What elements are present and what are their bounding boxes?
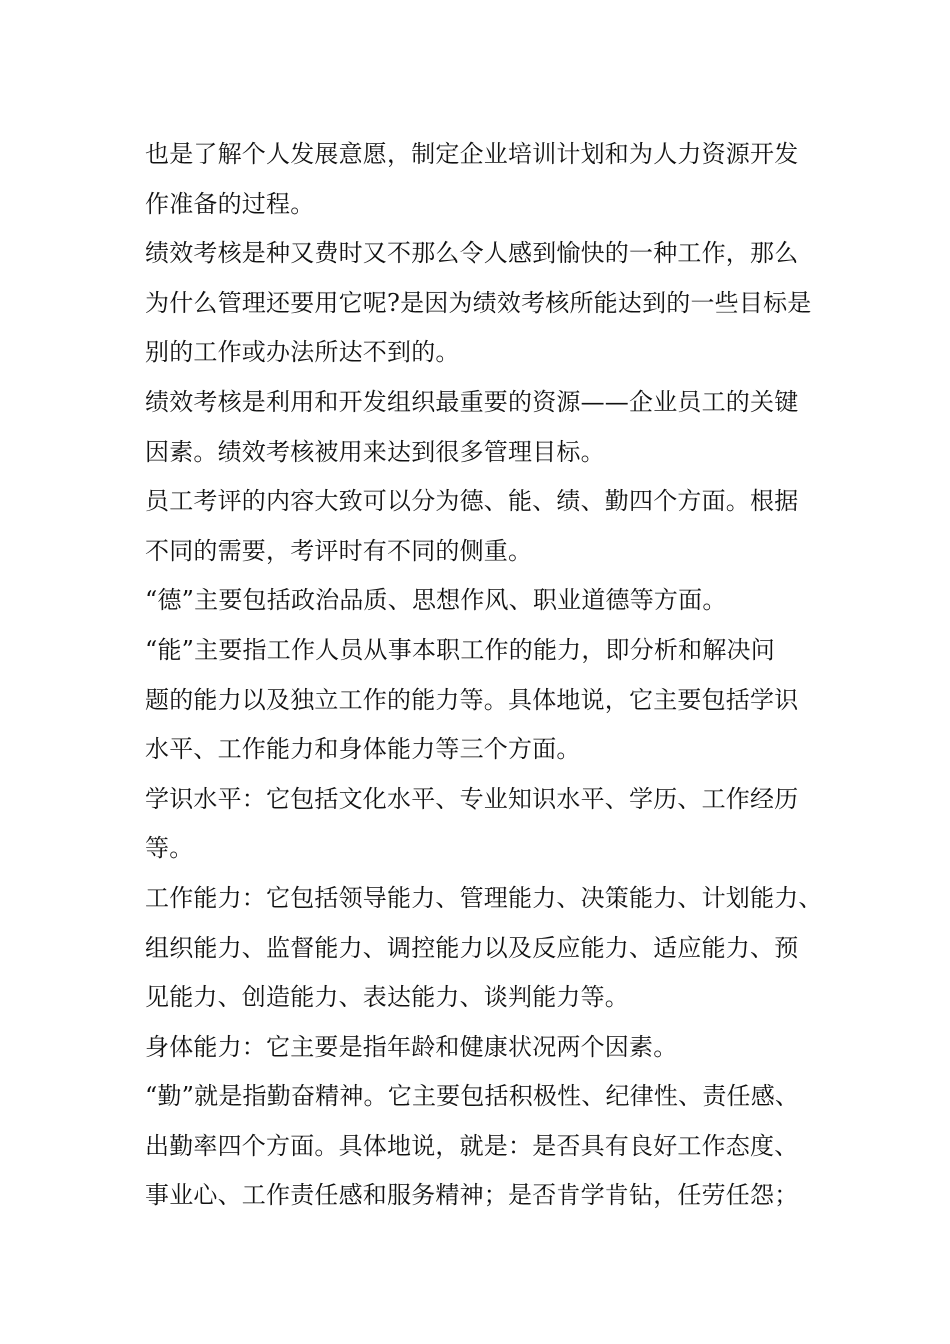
text-line: 题的能力以及独立工作的能力等。具体地说，它主要包括学识 — [145, 685, 799, 714]
text-line: 水平、工作能力和身体能力等三个方面。 — [145, 735, 581, 764]
text-line: 等。 — [145, 834, 194, 863]
text-line: 绩效考核是利用和开发组织最重要的资源——企业员工的关键 — [145, 387, 799, 416]
text-line: “能”主要指工作人员从事本职工作的能力，即分析和解决问 — [145, 635, 775, 664]
text-line: 因素。绩效考核被用来达到很多管理目标。 — [145, 437, 605, 466]
text-line: 学识水平：它包括文化水平、专业知识水平、学历、工作经历 — [145, 784, 799, 813]
text-line: 不同的需要，考评时有不同的侧重。 — [145, 536, 533, 565]
text-line: 作准备的过程。 — [145, 189, 315, 218]
text-line: 身体能力：它主要是指年龄和健康状况两个因素。 — [145, 1032, 678, 1061]
document-body — [145, 130, 835, 1221]
text-line: “勤”就是指勤奋精神。它主要包括积极性、纪律性、责任感、 — [145, 1082, 800, 1111]
text-line: 绩效考核是种又费时又不那么令人感到愉快的一种工作，那么 — [145, 239, 799, 268]
text-line: 为什么管理还要用它呢?是因为绩效考核所能达到的一些目标是 — [145, 288, 812, 317]
text-line: 出勤率四个方面。具体地说，就是：是否具有良好工作态度、 — [145, 1131, 799, 1160]
text-line: 见能力、创造能力、表达能力、谈判能力等。 — [145, 983, 629, 1012]
text-line: 员工考评的内容大致可以分为德、能、绩、勤四个方面。根据 — [145, 487, 799, 516]
text-line: “德”主要包括政治品质、思想作风、职业道德等方面。 — [145, 586, 727, 615]
text-line: 组织能力、监督能力、调控能力以及反应能力、适应能力、预 — [145, 933, 799, 962]
text-line: 工作能力：它包括领导能力、管理能力、决策能力、计划能力、 — [145, 883, 823, 912]
text-line: 也是了解个人发展意愿，制定企业培训计划和为人力资源开发 — [145, 140, 799, 168]
text-line: 别的工作或办法所达不到的。 — [145, 338, 460, 367]
text-line: 事业心、工作责任感和服务精神；是否肯学肯钻，任劳任怨； — [145, 1181, 799, 1210]
